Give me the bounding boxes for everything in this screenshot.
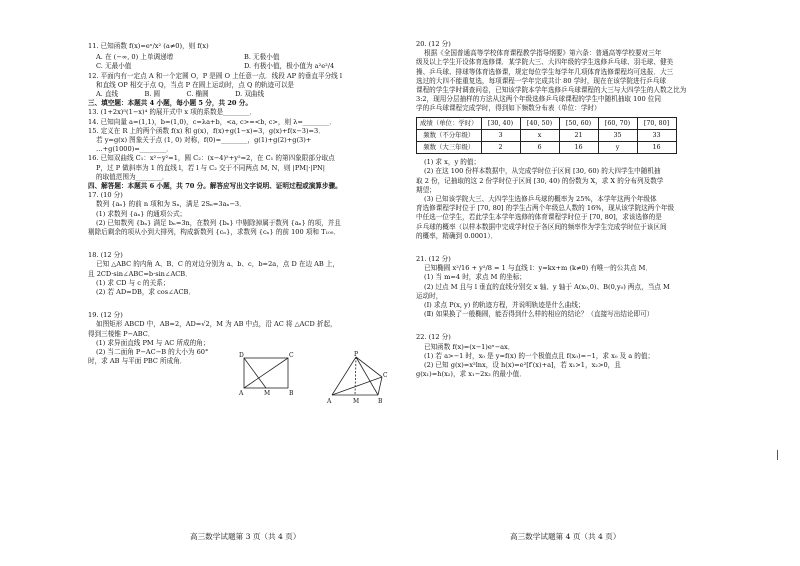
scan-mark: [777, 450, 778, 460]
q21-part-2-i: (Ⅰ) 求点 P(x, y) 的轨迹方程，并说明轨迹是什么曲线；: [424, 301, 585, 310]
q16-line-3: 的取值范围为________．: [96, 172, 169, 181]
page-3-content: [88, 42, 392, 405]
q20-part-2: (2) 在这 100 份样本数据中，从完成学时位于区间 [30, 60) 的大四学生中随机抽: [424, 167, 661, 176]
q11-option-b: B. 无极小值: [244, 53, 280, 62]
section-fill-in: 三、填空题：本题共 4 小题，每小题 5 分，共 20 分。: [88, 99, 252, 108]
table-row: [417, 129, 677, 141]
q12-stem-1: 12. 平面内有一定点 A 和一个定圆 O，P 是圆 O 上任意一点．线段 AP 的垂直平分线 l: [88, 71, 342, 80]
q18-part-2: (2) 若 AD=DB，求 cos∠ACB．: [96, 288, 195, 297]
q20-stem-3: 操、乒乓球、排球等体育选修课，规定每位学生每学年几项体育选修课程均可选报．大三: [416, 67, 674, 76]
label-b2: B: [378, 397, 383, 405]
q21-part-2-cont: 运动时，: [416, 291, 443, 300]
table-cell: 2: [481, 142, 520, 154]
q12-options: A. 直线 B. 圆 C. 椭圆 D. 双曲线: [96, 90, 265, 99]
label-a2: A: [327, 397, 332, 405]
table-cell: y: [598, 142, 637, 154]
q14: 14. 已知向量 a=(1,1)，b=(1,0)，c=λa+b，<a, c>=<b, c>，则 λ=________．: [88, 117, 336, 126]
table-cell: 21: [559, 129, 598, 141]
table-header: [40, 50): [520, 117, 559, 129]
q20-part-2-cont-1: 取 2 份，记抽取的这 2 份学时位于区间 [30, 40) 的份数为 X，求 X 的分布列及数学: [416, 176, 664, 185]
label-d: D: [239, 351, 244, 359]
q17-stem: 数列 {aₙ} 的前 n 项和为 Sₙ，满足 2Sₙ=3aₙ−3．: [96, 200, 246, 209]
page-4-content: [416, 40, 722, 380]
q15-line-3: …+g(1000)=________．: [96, 145, 173, 154]
q19-part-1: (1) 求异面直线 PM 与 AC 所成的角；: [96, 338, 210, 347]
q20-part-2-cont-2: 期望；: [416, 185, 436, 194]
q19-part-2: (2) 当二面角 P−AC−B 的大小为 60°: [96, 348, 209, 357]
table-cell: 35: [598, 129, 637, 141]
q22-header: 22. (12 分): [416, 333, 451, 342]
q22-part-1: (1) 若 a>−1 时，x₀ 是 y=f(x) 的一个极值点且 f(x₀)=−1，求 x₀ 及 a 的值；: [424, 351, 655, 360]
q11-option-d: D. 有极小值，极小值为 a²e²/4: [244, 62, 335, 71]
table-cell: 16: [559, 142, 598, 154]
table-header: [70, 80]: [637, 117, 676, 129]
q19-header: 19. (12 分): [88, 311, 123, 320]
q17-header: 17. (10 分): [88, 191, 123, 200]
table-header: [50, 60): [559, 117, 598, 129]
q17-part-2: (2) 已知数列 {bₙ} 满足 bₙ=3n，在数列 {bₙ} 中剔除掉属于数列 {aₙ} 的项，并且: [96, 218, 341, 227]
q20-part-3: (3) 已知该学院大三、大四学生选修乒乓球的概率为 25%，本学年这两个年级体: [424, 195, 657, 204]
q20-stem-1: 根据《全国普通高等学校体育课程教学指导纲要》第六条：普通高等学校要对三年: [424, 49, 662, 58]
table-cell: 6: [520, 142, 559, 154]
table-row: [417, 117, 677, 129]
table-cell: 33: [637, 129, 676, 141]
table-cell: x: [520, 129, 559, 141]
q16-line-2: P，过 P 做斜率为 1 的直线 l，若 l 与 C₂ 交于不同两点 M, N，则 |PM|·|PN|: [96, 163, 325, 172]
q18-part-1: (1) 求 CD 与 c 的关系；: [96, 278, 170, 287]
label-m: M: [264, 389, 271, 397]
page-3-footer: 高三数学试题第 3 页（共 4 页）: [190, 532, 301, 541]
q20-part-3-cont-1: 育选修课程学时位于 [70, 80] 的学生占两个年级总人数的 16%，现从该学院这两个年级: [416, 204, 675, 213]
q20-part-1: (1) 求 x，y 的值；: [424, 158, 481, 167]
page-4: [400, 0, 800, 566]
page-4-footer: 高三数学试题第 4 页（共 4 页）: [510, 532, 621, 541]
q22-part-2: (2) 已知 g(x)=x²lnx，设 h(x)=e²[f′(x)+a]，若 x₁>1，x₂>0，且: [424, 361, 621, 370]
q20-stem-4: 选过的大四不能重复选，每项课程一学年完成共计 80 学时，现在在该学院进行乒乓球: [416, 76, 666, 85]
q20-stem-7: 学的乒乓球课程完成学时，得到如下频数分布表（单位：学时）: [416, 104, 601, 113]
table-cell: 频数（不分年级）: [417, 129, 482, 141]
q20-frequency-table: [416, 117, 677, 155]
q21-stem: 已知椭圆 x²/16 + y²/8 = 1 与直线 l：y=kx+m (k≠0) 有唯一的公共点 M．: [424, 264, 652, 273]
q20-stem-5: 课程的学生学时调查问卷，已知该学院本学年选修乒乓球课程的大三与大四学生的人数之比为: [416, 86, 687, 95]
q19-part-2-cont: 时，求 AB 与平面 PBC 所成角．: [88, 357, 187, 366]
q12-stem-2: 和直线 OP 相交于点 Q，当点 P 在圆上运动时，点 Q 的轨迹可以是: [96, 80, 295, 89]
q20-part-3-cont-3: 乒乓球的概率（以样本数据中完成学时位于各区间的频率作为学生完成学时位于该区间: [416, 222, 667, 231]
q11-stem: 11. 已知函数 f(x)=eˣ/x² (a≠0)，则 f(x): [88, 42, 209, 50]
q21-part-2-ii: (Ⅱ) 如果换了一般椭圆，能否得到什么样的相应的结论？（直接写出结论即可）: [424, 310, 654, 319]
q17-part-1: (1) 求数列 {aₙ} 的通项公式；: [96, 209, 187, 218]
q20-part-3-cont-2: 中任选一位学生，若此学生本学年选修的体育课程学时位于 [70, 80]，求该选修的是: [416, 213, 662, 222]
table-cell: 3: [481, 129, 520, 141]
q20-stem-6: 3:2，现用分层抽样的方法从这两个年级选修乒乓球课程的学生中随机抽取 100 位同: [416, 95, 661, 104]
q18-stem-1: 已知 △ABC 的内角 A、B、C 的对边分别为 a、b、c，b=2a，点 D 在边 AB 上，: [96, 260, 340, 269]
q20-part-3-cont-4: 的概率，精确到 0.0001）．: [416, 231, 498, 240]
label-p: P: [354, 350, 359, 358]
q22-part-2-cont: g(x₁)=h(x₂)，求 x₁−2x₂ 的最小值．: [416, 370, 526, 379]
label-b: B: [289, 389, 294, 397]
q16-line-1: 16. 已知双曲线 C₁：x²−y²=1，圆 C₂：(x−4)²+y²=2，在 C₁ 的第四象限部分取点: [88, 154, 335, 163]
q15-line-1: 15. 定义在 R 上的两个函数 f(x) 和 g(x)，f(x)+g(1−x)=3，g(x)+f(x−3)=3．: [88, 126, 325, 135]
section-solutions: 四、解答题：本题共 6 小题，共 70 分。解答应写出文字说明、证明过程或演算步骤。: [88, 182, 342, 191]
q21-header: 21. (12 分): [416, 255, 451, 264]
q18-stem-2: 且 2CD·sin∠ABC=b·sin∠ACB．: [88, 269, 192, 278]
q11-options: [88, 53, 392, 71]
label-a: A: [239, 389, 244, 397]
q19-stem-2: 得到三棱锥 P−ABC．: [88, 329, 155, 338]
q13: 13. (1+2x)⁵(1−x)⁴ 的展开式中 x 项的系数是________．: [88, 108, 257, 117]
q20-stem-2: 级及以上学生开设体育选修课．某学院大三、大四年级的学生选修乒乓球、羽毛球、健美: [416, 58, 674, 67]
table-header: [60, 70): [598, 117, 637, 129]
table-cell: 频数（大三年级）: [417, 142, 482, 154]
table-cell: 16: [637, 142, 676, 154]
label-c: C: [289, 351, 294, 359]
q11-option-c: C. 无最小值: [96, 62, 132, 71]
q22-stem: 已知函数 f(x)=(x−1)eˣ−ax．: [424, 342, 515, 351]
q21-part-2: (2) 过点 M 且与 l 垂直的直线分别交 x 轴、y 轴于 A(x₀,0)、B(0,y₀) 两点，当点 M: [424, 282, 670, 291]
label-c2: C: [383, 371, 388, 379]
table-header: 成绩（单位：学时）: [417, 117, 482, 129]
q11-option-a: A. 在 (−∞, 0) 上单调递增: [96, 53, 174, 62]
label-m2: M: [353, 397, 360, 405]
table-header: [30, 40): [481, 117, 520, 129]
rectangle-figure: [238, 351, 296, 397]
table-row: [417, 142, 677, 154]
q15-line-2: 若 y=g(x) 图象关于点 (1, 0) 对称，f(0)=________，g(1)+g(2)+g(3)+: [96, 136, 312, 145]
q18-header: 18. (12 分): [88, 251, 123, 260]
q20-header: 20. (12 分): [416, 40, 451, 48]
q21-part-1: (1) 当 m=4 时，求点 M 的坐标；: [424, 273, 526, 282]
pyramid-figure: [326, 351, 388, 405]
q19-stem-1: 如图矩形 ABCD 中，AB=2，AD=√2，M 为 AB 中点，沿 AC 将 △ACD 折起，: [96, 320, 337, 329]
q17-part-2-cont: 剔除后剩余的项从小到大排列，构成新数列 {cₙ}，求数列 {cₙ} 的前 100 项和 T₁₀₀．: [88, 228, 340, 237]
